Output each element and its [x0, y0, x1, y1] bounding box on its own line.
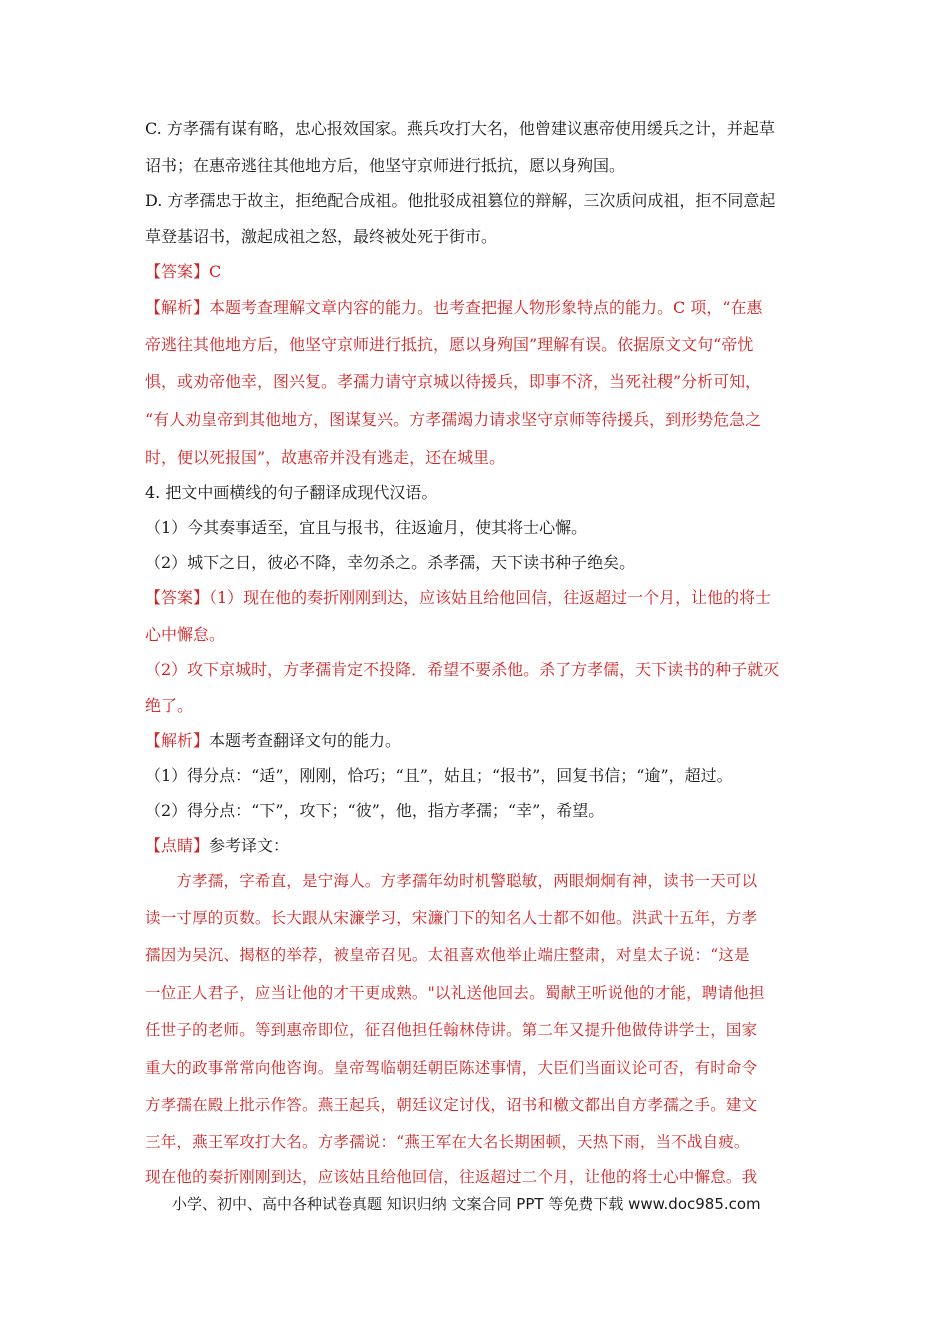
text-line-dianjing — [145, 835, 825, 857]
text-line-analysis-3-4: “有人劝皇帝到其他地方，图谋复兴。方孝孺竭力请求坚守京师等待援兵，到形势危急之 — [145, 410, 762, 429]
text-line-analysis-4-2: （2）得分点：“下”，攻下；“彼”，他，指方孝孺；“幸”，希望。 — [145, 801, 605, 820]
text-line-q4: 4. 把文中画横线的句子翻译成现代汉语。 — [145, 483, 438, 502]
text-line-trans-3: 孺因为吴沉、揭枢的举荐，被皇帝召见。太祖喜欢他举止端庄整肃，对皇太子说：“这是 — [145, 946, 750, 964]
text-line-answer-4-2: 心中懈怠。 — [145, 625, 226, 644]
text-line-optC-1: C. 方孝孺有谋有略，忠心报效国家。燕兵攻打大名，他曾建议惠帝使用缓兵之计，并起草 — [145, 119, 775, 138]
section-text: 本题考查翻译文句的能力。 — [209, 731, 402, 750]
text-line-optC-2: 诏书；在惠帝逃往其他地方后，他坚守京师进行抵抗，愿以身殉国。 — [145, 156, 626, 175]
text-line-analysis-3-3: 惧，或劝帝他幸，图兴复。孝孺力请守京城以待援兵，即事不济，当死社稷”分析可知， — [145, 372, 762, 391]
text-line-q4-2: （2）城下之日，彼必不降，幸勿杀之。杀孝孺，天下读书种子绝矣。 — [145, 553, 636, 572]
text-line-answer-3: 【答案】C — [145, 262, 222, 281]
text-line-optD-1: D. 方孝孺忠于故主，拒绝配合成祖。他批驳成祖篡位的辩解，三次质问成祖，拒不同意起 — [145, 191, 776, 210]
text-line-trans-5: 任世子的老师。等到惠帝即位，征召他担任翰林侍讲。第二年又提升他做侍讲学士，国家 — [145, 1021, 758, 1039]
text-line-answer-4-3: （2）攻下京城时，方孝孺肯定不投降．希望不要杀他。杀了方孝儒，天下读书的种子就灭 — [145, 660, 780, 679]
text-line-optD-2: 草登基诏书，激起成祖之怒，最终被处死于街市。 — [145, 227, 498, 246]
text-line-analysis-4-1: （1）得分点：“适”，刚刚，恰巧；“且”，姑且；“报书”，回复书信；“逾”，超过。 — [145, 766, 733, 785]
text-line-analysis-3-2: 帝逃往其他地方后，他坚守京师进行抵抗，愿以身殉国”理解有误。依据原文文句“帝忧 — [145, 335, 754, 354]
text-line-trans-7: 方孝孺在殿上批示作答。燕王起兵，朝廷议定讨伐，诏书和檄文都出自方孝孺之手。建文 — [145, 1096, 758, 1114]
text-line-trans-1: 方孝孺，字希直，是宁海人。方孝孺年幼时机警聪敏，两眼炯炯有神，读书一天可以 — [145, 872, 758, 890]
section-tag: 【点睛】 — [145, 836, 210, 855]
text-line-trans-4: 一位正人君子，应当让他的才干更成熟。"以礼送他回去。蜀献王听说他的才能，聘请他担 — [145, 984, 765, 1002]
text-line-answer-4-4: 绝了。 — [145, 696, 194, 715]
text-line-trans-8: 三年，燕王军攻打大名。方孝孺说：“燕王军在大名长期困顿，天热下雨，当不战自疲。 — [145, 1133, 750, 1151]
text-line-trans-9: 现在他的奏折刚刚到达，应该姑且给他回信，往返超过二个月，让他的将士心中懈怠。我 — [145, 1168, 758, 1186]
page-footer: 小学、初中、高中各种试卷真题 知识归纳 文案合同 PPT 等免费下载 www.doc985.com — [172, 1195, 761, 1213]
text-line-analysis-3-1: 【解析】本题考查理解文章内容的能力。也考查把握人物形象特点的能力。C 项，“在惠 — [145, 298, 763, 317]
text-line-analysis-4 — [145, 730, 825, 752]
text-line-analysis-3-5: 时，便以死报国”，故惠帝并没有逃走，还在城里。 — [145, 448, 506, 467]
text-line-trans-2: 读一寸厚的页数。长大跟从宋濂学习，宋濂门下的知名人士都不如他。洪武十五年，方孝 — [145, 909, 758, 927]
section-tag: 【解析】 — [145, 731, 210, 750]
text-line-trans-6: 重大的政事常常向他咨询。皇帝驾临朝廷朝臣陈述事情，大臣们当面议论可否，有时命令 — [145, 1059, 758, 1077]
section-text: 参考译文： — [209, 836, 290, 855]
text-line-answer-4-1: 【答案】（1）现在他的奏折刚刚到达，应该姑且给他回信，往返超过一个月，让他的将士 — [145, 588, 772, 607]
text-line-q4-1: （1）今其奏事适至，宜且与报书，往返逾月，使其将士心懈。 — [145, 518, 588, 537]
